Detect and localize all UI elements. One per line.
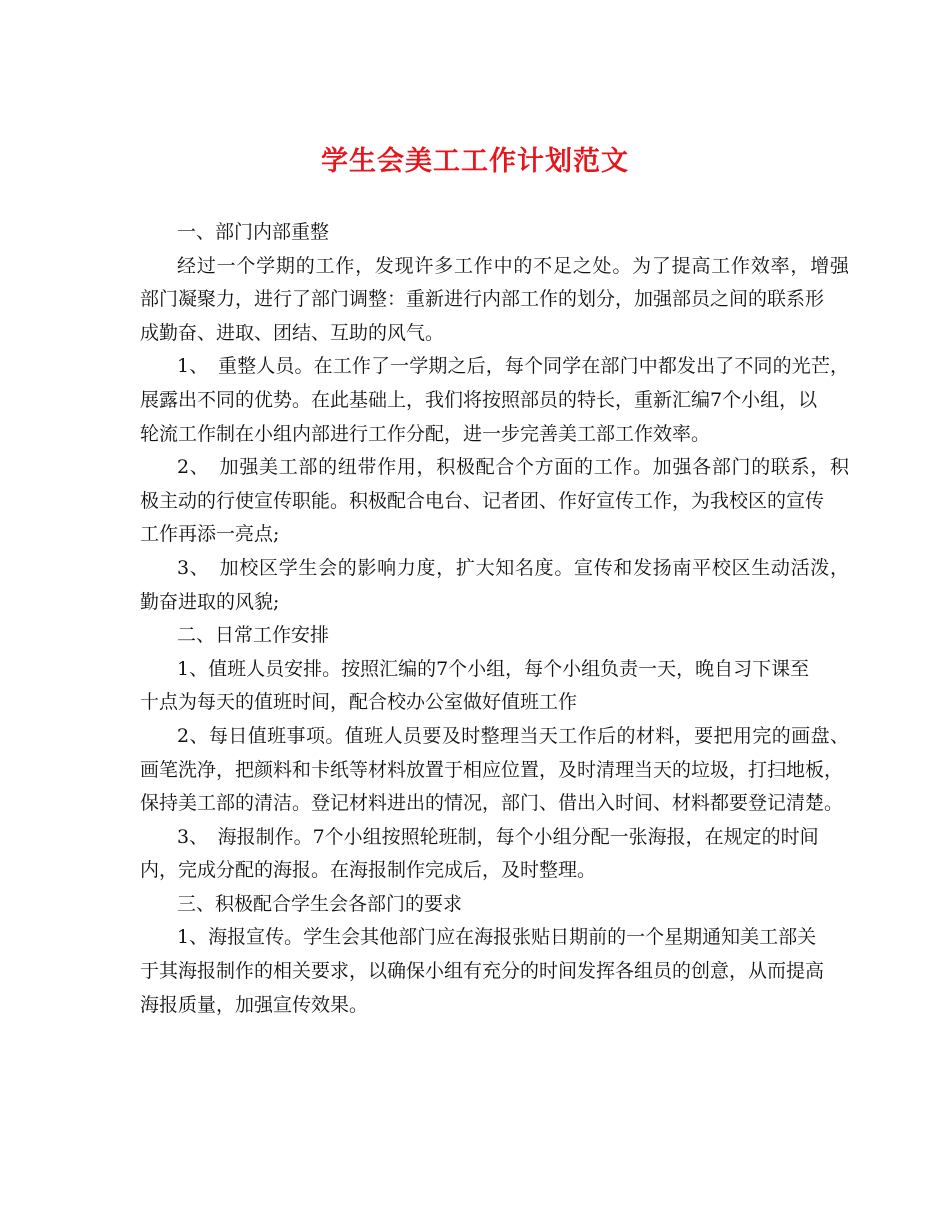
- paragraph-line: 3、 加校区学生会的影响力度，扩大知名度。宣传和发扬南平校区生动活泼，: [177, 556, 849, 579]
- paragraph-line: 2、每日值班事项。值班人员要及时整理当天工作后的材料，要把用完的画盘、: [177, 724, 849, 747]
- paragraph-line: 成勤奋、进取、团结、互助的风气。: [140, 321, 445, 344]
- paragraph-line: 1、 重整人员。在工作了一学期之后，每个同学在部门中都发出了不同的光芒，: [177, 355, 849, 378]
- paragraph-line: 2、 加强美工部的纽带作用，积极配合个方面的工作。加强各部门的联系，积: [177, 456, 849, 479]
- paragraph-line: 1、海报宣传。学生会其他部门应在海报张贴日期前的一个星期通知美工部关: [177, 926, 817, 949]
- paragraph-line: 轮流工作制在小组内部进行工作分配，进一步完善美工部工作效率。: [140, 422, 711, 445]
- document-title: 学生会美工工作计划范文: [321, 146, 629, 177]
- paragraph-line: 保持美工部的清洁。登记材料进出的情况，部门、借出入时间、材料都要登记清楚。: [140, 792, 844, 815]
- paragraph-line: 3、 海报制作。7个小组按照轮班制，每个小组分配一张海报，在规定的时间: [177, 825, 819, 848]
- paragraph-line: 海报质量，加强宣传效果。: [140, 993, 369, 1016]
- section-heading-3: 三、积极配合学生会各部门的要求: [177, 892, 463, 915]
- paragraph-line: 画笔洗净，把颜料和卡纸等材料放置于相应位置，及时清理当天的垃圾，打扫地板，: [140, 758, 844, 781]
- paragraph-line: 于其海报制作的相关要求，以确保小组有充分的时间发挥各组员的创意，从而提高: [140, 960, 825, 983]
- paragraph-line: 极主动的行使宣传职能。积极配合电台、记者团、作好宣传工作，为我校区的宣传: [140, 489, 825, 512]
- document-body: [140, 216, 849, 1022]
- paragraph-line: 1、值班人员安排。按照汇编的7个小组，每个小组负责一天，晚自习下课至: [177, 657, 810, 680]
- section-heading-1: 一、部门内部重整: [177, 221, 330, 243]
- paragraph-line: 勤奋进取的风貌;: [140, 590, 280, 613]
- paragraph-line: 部门凝聚力，进行了部门调整：重新进行内部工作的划分，加强部员之间的联系形: [140, 288, 825, 311]
- paragraph-line: 内，完成分配的海报。在海报制作完成后，及时整理。: [140, 859, 597, 882]
- paragraph-line: 十点为每天的值班时间，配合校办公室做好值班工作: [140, 691, 578, 714]
- section-heading-2: 二、日常工作安排: [177, 624, 330, 647]
- paragraph-line: 展露出不同的优势。在此基础上，我们将按照部员的特长，重新汇编7个小组，以: [140, 388, 818, 411]
- paragraph-line: 经过一个学期的工作，发现许多工作中的不足之处。为了提高工作效率，增强: [177, 254, 849, 277]
- paragraph-line: 工作再添一亮点;: [140, 523, 280, 546]
